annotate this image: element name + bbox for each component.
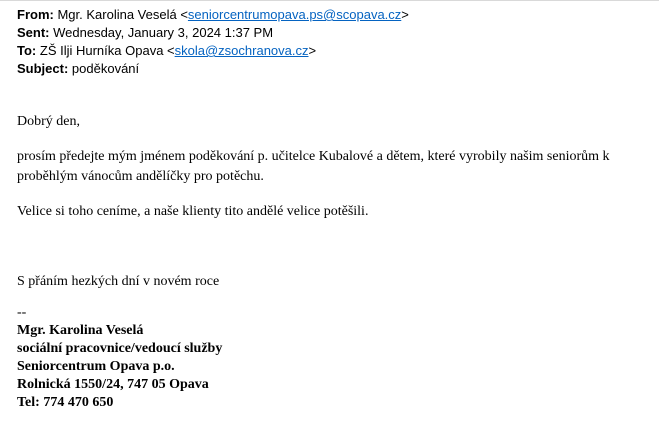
signature-organization: Seniorcentrum Opava p.o.	[17, 359, 175, 374]
from-close: >	[401, 7, 409, 22]
from-email-link[interactable]: seniorcentrumopava.ps@scopava.cz	[187, 7, 402, 22]
from-row	[17, 6, 409, 24]
sent-label: Sent:	[17, 25, 50, 40]
signature-phone: Tel: 774 470 650	[17, 395, 114, 410]
subject-label: Subject:	[17, 61, 69, 76]
body-paragraph-2: Velice si toho ceníme, a naše klienty tito andělé velice potěšili.	[17, 204, 369, 219]
to-email-link[interactable]: skola@zsochranova.cz	[174, 43, 309, 58]
subject-value: poděkování	[71, 61, 140, 76]
signature-address: Rolnická 1550/24, 747 05 Opava	[17, 377, 209, 392]
to-row	[17, 42, 409, 60]
closing-line: S přáním hezkých dní v novém roce	[17, 274, 220, 289]
sent-value: Wednesday, January 3, 2024 1:37 PM	[53, 25, 274, 40]
from-label: From:	[17, 7, 54, 22]
top-border	[0, 0, 659, 1]
body-paragraph-1: prosím předejte mým jménem poděkování p. učitelce Kubalové a dětem, které vyrobily našim seniorům k proběhlým vánocům andělíčky pro potěchu.	[17, 149, 610, 184]
signature-role: sociální pracovnice/vedoucí služby	[17, 341, 223, 356]
to-close: >	[308, 43, 317, 58]
email-header	[17, 6, 409, 78]
greeting: Dobrý den,	[17, 114, 80, 129]
sent-row	[17, 24, 409, 42]
subject-row	[17, 60, 409, 78]
from-name: Mgr. Karolina Veselá <	[57, 7, 188, 22]
signature-separator: --	[17, 305, 27, 320]
signature-block	[17, 304, 222, 412]
to-name: ZŠ Ilji Hurníka Opava <	[39, 43, 175, 58]
to-label: To:	[17, 43, 37, 58]
signature-name: Mgr. Karolina Veselá	[17, 323, 144, 338]
